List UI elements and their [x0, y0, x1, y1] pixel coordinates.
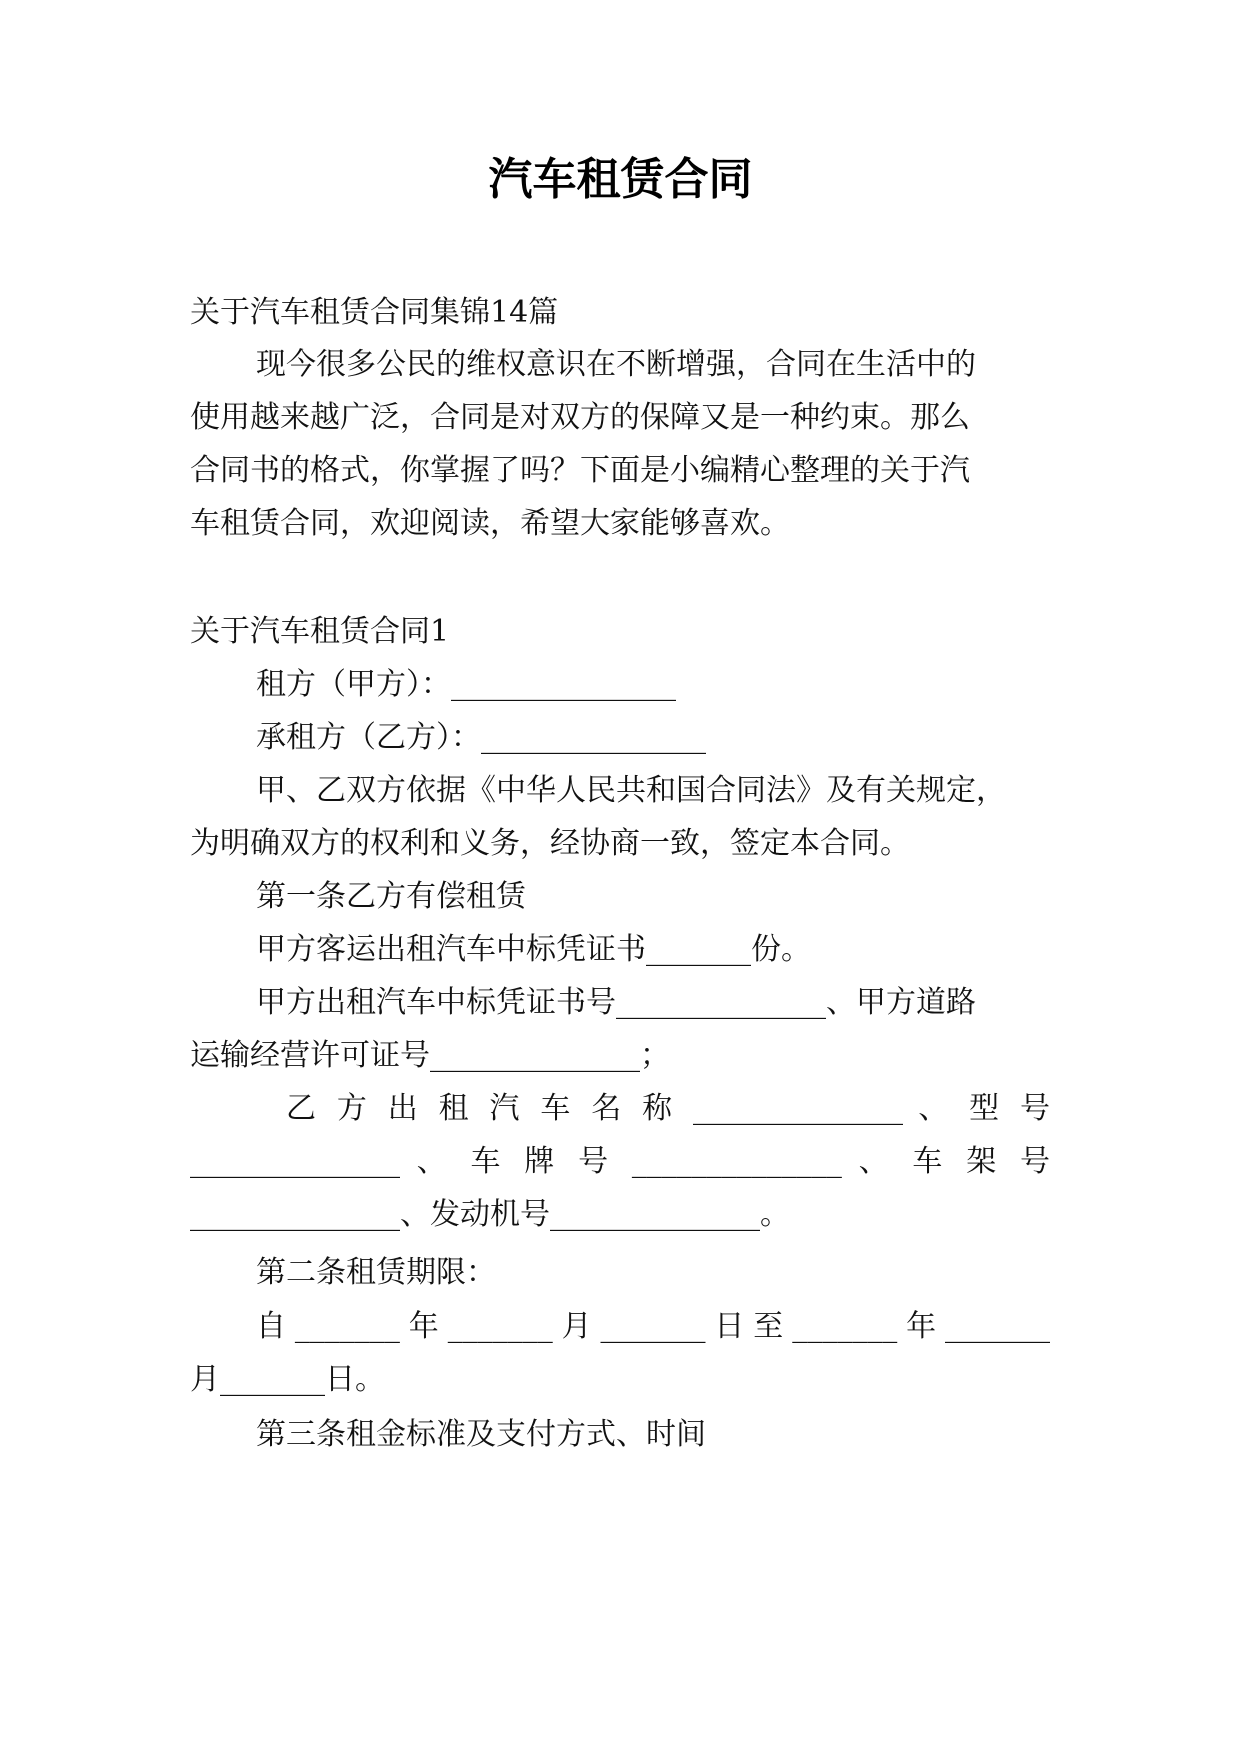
article-2-heading: 第二条租赁期限：: [256, 1255, 496, 1290]
document-subtitle: 关于汽车租赁合同集锦14篇: [190, 295, 559, 330]
lessor-line: 租方（甲方）：_______________: [256, 667, 676, 702]
vehicle-plate-line: ______________ 、 车 牌 号 ______________ 、 车 架 号: [190, 1144, 1050, 1179]
document-title: 汽车租赁合同: [488, 154, 753, 205]
lease-period-line-2: 月_______日。: [190, 1362, 385, 1397]
certificate-number-line: 甲方出租汽车中标凭证书号______________、甲方道路: [256, 985, 976, 1020]
intro-line-4: 车租赁合同，欢迎阅读，希望大家能够喜欢。: [190, 506, 790, 541]
lessee-line: 承租方（乙方）：_______________: [256, 720, 706, 755]
article-3-heading: 第三条租金标准及支付方式、时间: [256, 1417, 706, 1452]
basis-line-2: 为明确双方的权利和义务，经协商一致，签定本合同。: [190, 826, 910, 861]
intro-line-3: 合同书的格式，你掌握了吗？下面是小编精心整理的关于汽: [190, 453, 970, 488]
certificate-count-line: 甲方客运出租汽车中标凭证书_______份。: [256, 932, 811, 967]
lease-period-line-1: 自_______年_______月_______日至_______年_______: [256, 1309, 1050, 1344]
vehicle-name-line: 乙 方 出 租 汽 车 名 称 ______________ 、 型 号: [286, 1091, 1050, 1126]
vehicle-engine-line: ______________、发动机号______________。: [190, 1197, 790, 1232]
license-number-line: 运输经营许可证号______________；: [190, 1038, 670, 1073]
intro-line-2: 使用越来越广泛，合同是对双方的保障又是一种约束。那么: [190, 400, 970, 435]
basis-line-1: 甲、乙双方依据《中华人民共和国合同法》及有关规定，: [256, 773, 1006, 808]
intro-line-1: 现今很多公民的维权意识在不断增强，合同在生活中的: [256, 347, 976, 382]
article-1-heading: 第一条乙方有偿租赁: [256, 879, 526, 914]
section-heading: 关于汽车租赁合同1: [190, 614, 450, 649]
